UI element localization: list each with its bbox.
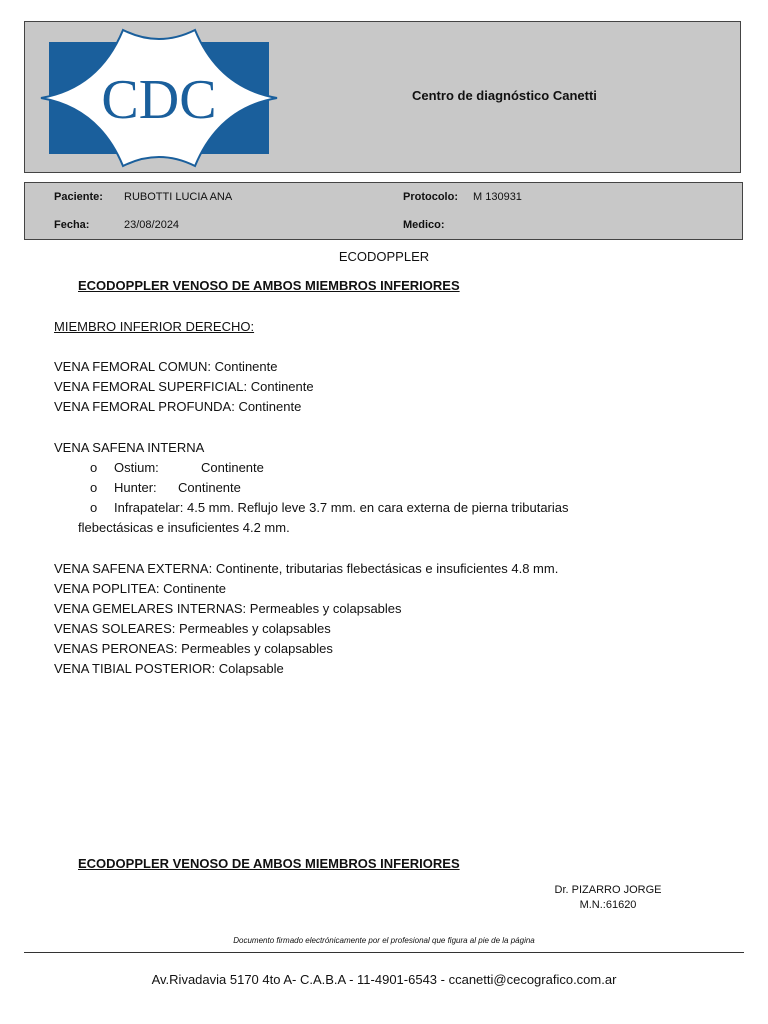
footer-address: Av.Rivadavia 5170 4to A- C.A.B.A - 11-4901-6543 - ccanetti@cecografico.com.ar [151, 972, 617, 987]
bullet-marker: o [90, 460, 98, 475]
ostium-label: Ostium: [114, 460, 159, 475]
fecha-value: 23/08/2024 [124, 219, 180, 231]
header-banner [24, 21, 741, 173]
protocolo-label: Protocolo: [403, 191, 458, 203]
electronic-signature-note: Documento firmado electrónicamente por el profesional que figura al pie de la página [233, 936, 535, 945]
center-name: Centro de diagnóstico Canetti [412, 88, 597, 103]
finding-line: VENA FEMORAL PROFUNDA: Continente [54, 399, 302, 414]
patient-info-box [24, 182, 743, 240]
hunter-label: Hunter: [114, 480, 157, 495]
fecha-label: Fecha: [54, 219, 90, 231]
infrapatelar-continuation: flebectásicas e insuficientes 4.2 mm. [78, 520, 290, 535]
finding-line: VENA TIBIAL POSTERIOR: Colapsable [54, 661, 284, 676]
paciente-value: RUBOTTI LUCIA ANA [124, 191, 233, 203]
finding-line: VENAS PERONEAS: Permeables y colapsables [54, 641, 333, 656]
footer-divider [24, 952, 744, 953]
finding-line: VENA GEMELARES INTERNAS: Permeables y colapsables [54, 601, 402, 616]
finding-line: VENA FEMORAL SUPERFICIAL: Continente [54, 379, 314, 394]
finding-line: VENAS SOLEARES: Permeables y colapsables [54, 621, 331, 636]
section-heading: MIEMBRO INFERIOR DERECHO: [54, 319, 255, 334]
protocolo-value: M 130931 [473, 191, 522, 203]
finding-line: VENA SAFENA EXTERNA: Continente, tributarias flebectásicas e insuficientes 4.8 mm. [54, 561, 559, 576]
finding-line: VENA POPLITEA: Continente [54, 581, 226, 596]
safena-interna-heading: VENA SAFENA INTERNA [54, 440, 205, 455]
bullet-marker: o [90, 480, 98, 495]
cdc-logo [39, 28, 279, 168]
bottom-title: ECODOPPLER VENOSO DE AMBOS MIEMBROS INFERIORES [78, 856, 460, 871]
doctor-name: Dr. PIZARRO JORGE [554, 884, 662, 896]
ostium-value: Continente [201, 460, 264, 475]
doctor-license: M.N.:61620 [579, 899, 637, 911]
medico-label: Medico: [403, 219, 445, 231]
hunter-value: Continente [178, 480, 241, 495]
logo-text: CDC [101, 69, 217, 131]
infrapatelar-line: Infrapatelar: 4.5 mm. Reflujo leve 3.7 mm. en cara externa de pierna tributarias [114, 500, 569, 515]
finding-line: VENA FEMORAL COMUN: Continente [54, 359, 278, 374]
paciente-label: Paciente: [54, 191, 103, 203]
report-title: ECODOPPLER VENOSO DE AMBOS MIEMBROS INFERIORES [78, 278, 460, 293]
bullet-marker: o [90, 500, 98, 515]
study-type: ECODOPPLER [338, 249, 430, 264]
